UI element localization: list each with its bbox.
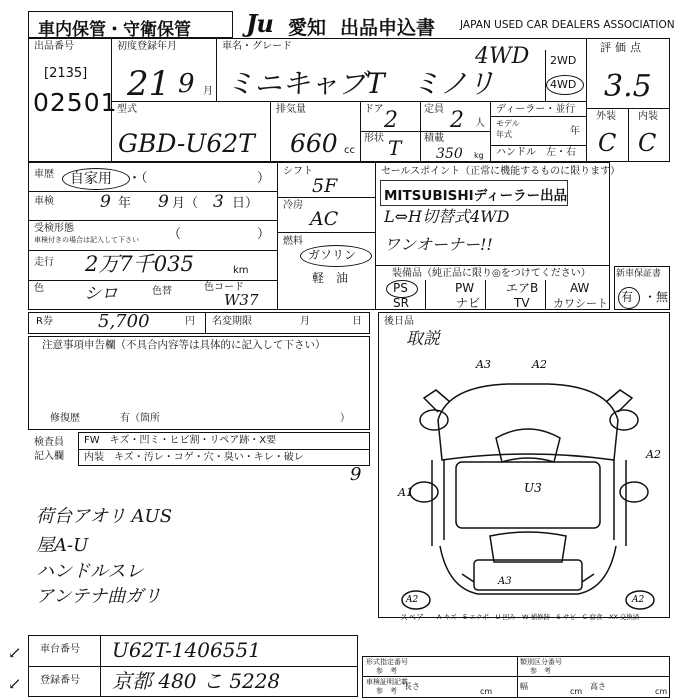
inspect-month-unit: 月（ — [172, 196, 199, 211]
diagram-door-right — [614, 460, 626, 546]
recycle-label: R券 — [36, 316, 53, 327]
year-unit: 年 — [570, 126, 580, 137]
dims-height-unit: cm — [655, 687, 668, 696]
diagram-mark-u3-center: U3 — [524, 481, 542, 495]
ac: AC — [310, 208, 339, 230]
history-value: 自家用 — [70, 171, 112, 187]
car-diagram — [378, 350, 678, 625]
diagram-rear-lights — [462, 574, 594, 582]
int-grade: C — [638, 129, 657, 157]
ext-grade: C — [598, 129, 617, 157]
first-reg-label: 初度登録年月 — [117, 41, 177, 52]
diagram-mark-a3-bottom: A3 — [498, 576, 512, 587]
fuel-label: 燃料 — [283, 236, 303, 247]
shape: T — [388, 136, 402, 160]
repair-value: 有（箇所 — [120, 413, 160, 424]
inspector-int-line: 内装 キズ・汚レ・コゲ・穴・臭い・キレ・破レ — [84, 452, 304, 463]
seats: 2 — [450, 108, 464, 133]
cc-unit: cc — [344, 145, 355, 156]
warranty-label: 新車保証書 — [616, 269, 662, 279]
equip-item-leather: カワシート — [553, 297, 608, 310]
seats-unit: 人 — [475, 118, 485, 129]
reg-value: 京都 480 こ 5228 — [112, 669, 281, 693]
diagram-legend: A-キズ E-エクボ U-凹み W-補修跡 S-サビ C-腐食 XX-交換済 — [437, 613, 640, 621]
hand-note-2: 屋A-U — [36, 535, 89, 556]
mileage: 2万7千035 — [85, 252, 194, 276]
dealer-label: ディーラー・並行 — [496, 104, 576, 115]
dims-hdr-1: 車検証明記載 — [366, 678, 408, 686]
score: 3.5 — [604, 69, 652, 104]
diagram-mark-a2-right: A2 — [646, 448, 661, 461]
repair-close: ） — [340, 413, 350, 424]
shift-label: シフト — [283, 166, 313, 177]
name-change-label: 名変期限 — [212, 316, 252, 327]
diagram-spare-label: スペア — [400, 613, 424, 622]
diagram-mirror-right — [606, 390, 632, 412]
equip-item-tv: TV — [514, 296, 530, 310]
diagram-mirror-left — [424, 390, 450, 412]
model: GBD-U62T — [118, 129, 255, 158]
diagram-windshield — [496, 429, 560, 462]
dims-top-3: 類別区分番号 — [520, 658, 562, 666]
ju-logo-text: Ju — [246, 9, 273, 38]
mileage-label: 走行 — [34, 257, 54, 268]
diagram-cabin — [456, 462, 600, 528]
color-label: 色 — [34, 283, 44, 294]
inspect-year: 9 — [100, 192, 111, 212]
hand-note-4: アンテナ曲ガリ — [36, 586, 162, 607]
form-title: 出品申込書 — [340, 17, 436, 39]
equip-item-navi: ナビ — [456, 296, 481, 310]
receive-sub: 車検付きの場合は記入して下さい — [34, 236, 139, 244]
cc: 660 — [290, 129, 338, 158]
inspect-label: 車検 — [34, 196, 54, 207]
diagram-rear-window — [490, 532, 566, 562]
diagram-outline-upper — [438, 384, 618, 460]
lot-sub: [2135] — [44, 66, 88, 81]
inspect-day: 3 — [213, 192, 224, 212]
equip-grid — [380, 280, 610, 310]
car-name-label: 車名・グレード — [222, 41, 292, 52]
receive-label: 受検形態 — [34, 223, 74, 234]
reg-label: 登録番号 — [40, 675, 80, 686]
recycle-yen: 円 — [185, 316, 195, 327]
color-code: W37 — [224, 291, 259, 309]
dims-length-unit: cm — [480, 687, 493, 696]
diagram-bumper-rear — [440, 546, 616, 594]
int-label: 内装 — [638, 111, 658, 122]
color: シロ — [84, 284, 118, 304]
side-tick-2: ↙ — [8, 674, 22, 693]
inspector-label-2: 記入欄 — [34, 451, 64, 462]
dims-top-2: 参 考 — [376, 667, 397, 675]
doors-label: ドア — [364, 104, 384, 115]
diagram-mark-a2-bottom-left: A2 — [406, 595, 419, 605]
score-label: 評価点 — [600, 41, 645, 54]
drive-type: 4WD — [475, 44, 530, 69]
capacity-label: 積載 — [424, 133, 444, 144]
shift: 5F — [312, 175, 338, 197]
dims-hdr-2: 参 考 — [376, 687, 397, 695]
model-year-sub: 年式 — [496, 130, 512, 139]
capacity: 350 — [436, 146, 463, 162]
afterwards-label: 後日品 — [384, 316, 414, 327]
capacity-unit: kg — [474, 151, 484, 160]
mileage-unit: km — [233, 265, 249, 276]
diagram-wheel-rl — [410, 482, 438, 502]
notes-title: 注意事項申告欄（不具合内容等は具体的に記入して下さい） — [42, 339, 326, 351]
name-change-month: 月 — [300, 316, 310, 327]
diagram-mark-a3-top: A3 — [476, 358, 491, 371]
doors: 2 — [384, 108, 398, 133]
diagram-wheel-fl — [420, 410, 448, 430]
diagram-mark-a2-top: A2 — [532, 358, 547, 371]
inspect-year-unit: 年 — [118, 196, 132, 211]
warranty-no: ・無 — [644, 290, 669, 304]
hand-note-3: ハンドルスレ — [36, 561, 144, 582]
equip-title: 装備品（純正品に限り◎をつけてください） — [392, 268, 591, 279]
history-paren-open: ・（ — [128, 171, 148, 186]
name-change-day: 日 — [352, 316, 362, 327]
afterwards-value: 取説 — [406, 329, 440, 349]
car-name: ミニキャブT — [226, 67, 385, 100]
recycle-row — [28, 312, 370, 334]
dims-box — [362, 656, 670, 698]
side-tick-1: ↙ — [8, 643, 22, 662]
sales-line-2: ワンオーナー!! — [384, 235, 493, 254]
diagram-wheel-fr — [610, 410, 638, 430]
inspect-month: 9 — [158, 192, 169, 212]
inspector-label-1: 検査員 — [34, 437, 64, 448]
dims-width-unit: cm — [570, 687, 583, 696]
fuel-gas: ガソリン — [308, 248, 357, 262]
equip-item-airbag: エアB — [506, 281, 539, 295]
repaint-label: 色替 — [152, 286, 172, 297]
fuel-diesel: 軽 油 — [312, 271, 349, 285]
inspector-mark: 9 — [350, 464, 362, 485]
model-label: 型式 — [117, 104, 137, 115]
first-reg-month-unit: 月 — [203, 86, 213, 97]
chassis-label: 車台番号 — [40, 644, 80, 655]
model-year-label: モデル — [496, 119, 520, 128]
dims-height: 高さ — [590, 682, 606, 691]
diagram-door-left — [432, 460, 444, 546]
dims-top-4: 参 考 — [530, 667, 551, 675]
dims-top-1: 形式指定番号 — [366, 658, 408, 666]
color-code-label: 色コード — [204, 282, 244, 293]
inspector-fw-line: FW キズ・凹ミ・ヒビ割・リペア跡・X要 — [84, 435, 277, 446]
association-name: JAPAN USED CAR DEALERS ASSOCIATION — [460, 19, 675, 31]
history-label: 車歴 — [34, 169, 54, 180]
drive-2wd: 2WD — [550, 54, 577, 67]
shape-label: 形状 — [364, 133, 384, 144]
equip-item-pw: PW — [455, 281, 475, 295]
receive-paren-close: ） — [257, 227, 271, 242]
diagram-wheel-rr — [620, 482, 648, 502]
hand-note-1: 荷台アオリ AUS — [36, 506, 173, 527]
drive-4wd: 4WD — [550, 78, 577, 91]
equip-item-sr: SR — [393, 296, 409, 310]
grade: ミノリ — [412, 67, 495, 100]
sales-line-1: L⇔H切替式4WD — [384, 207, 510, 226]
dims-width: 幅 — [520, 682, 528, 691]
dims-length: 長さ — [404, 682, 420, 691]
lot-label: 出品番号 — [34, 41, 74, 52]
dealer-sticker-text: MITSUBISHIディーラー出品 — [384, 188, 568, 204]
sales-title: セールスポイント（正常に機能するものに限ります） — [381, 166, 621, 177]
inspect-day-unit: 日） — [232, 196, 259, 211]
first-reg-month: 9 — [178, 69, 195, 99]
diagram-bed — [474, 560, 582, 590]
history-paren-close: ） — [257, 171, 271, 186]
diagram-mark-a2-bottom-right: A2 — [632, 595, 645, 605]
equip-item-aw: AW — [570, 281, 590, 295]
chassis-value: U62T-1406551 — [112, 638, 261, 662]
ju-logo — [246, 9, 288, 38]
lot-number: 02501 — [33, 88, 118, 117]
receive-paren: （ — [168, 227, 182, 242]
org-name: 愛知 — [288, 17, 327, 39]
equip-item-ps: PS — [393, 281, 408, 295]
ext-label: 外装 — [596, 111, 616, 122]
recycle-value: 5,700 — [98, 311, 150, 332]
first-reg-year: 21 — [127, 64, 171, 104]
cc-label: 排気量 — [276, 104, 306, 115]
ac-label: 冷房 — [283, 200, 303, 211]
warranty-yes: 有 — [621, 290, 634, 304]
storage-title: 車内保管・守衛保管 — [38, 20, 191, 40]
diagram-mark-a1-left: A1 — [398, 486, 413, 499]
seats-label: 定員 — [424, 104, 444, 115]
repair-label: 修復歴 — [50, 413, 80, 424]
handle-label: ハンドル 左・右 — [496, 147, 576, 158]
